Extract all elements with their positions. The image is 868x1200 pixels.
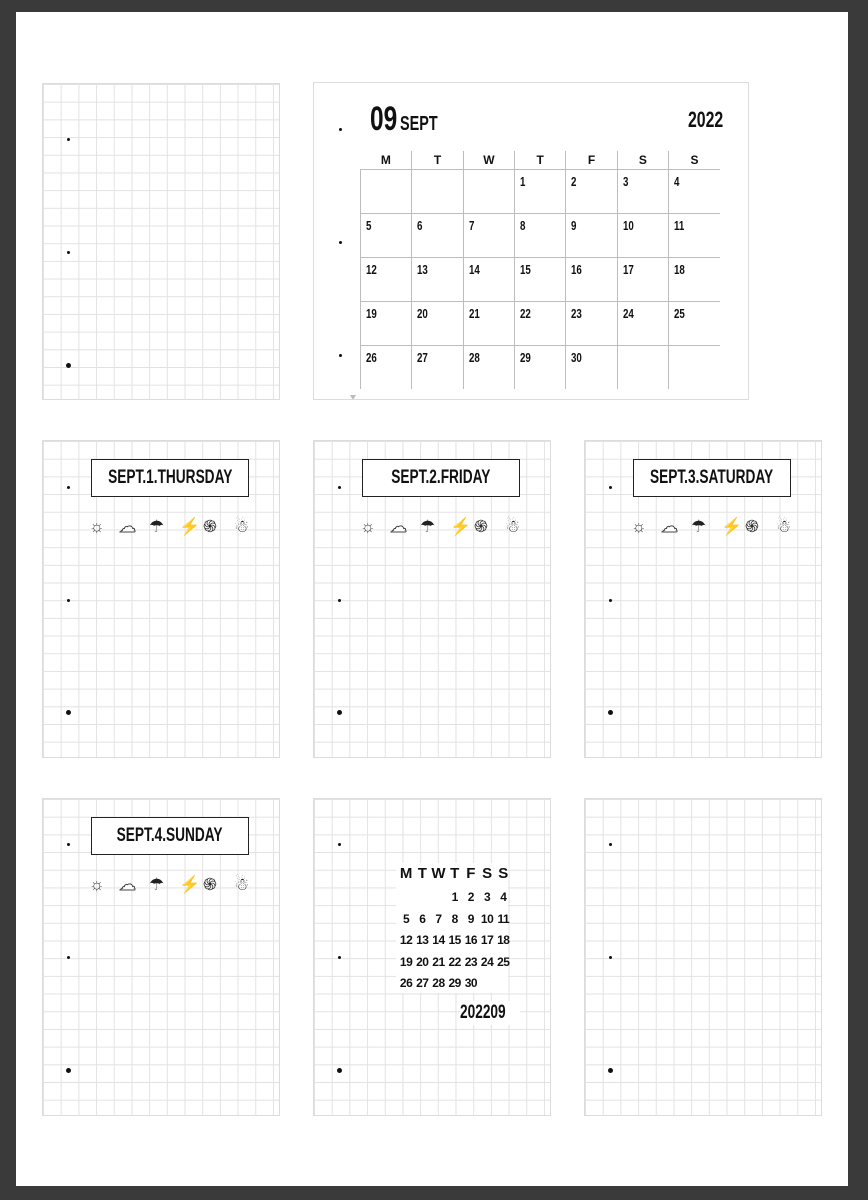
binder-hole	[66, 1068, 71, 1073]
day-cell[interactable]	[515, 346, 566, 390]
day-title: SEPT.1.THURSDAY	[107, 467, 233, 488]
mini-calendar-grid	[396, 863, 508, 993]
day-number: 12	[366, 262, 377, 277]
typhoon-icon[interactable]: ֍	[203, 517, 217, 536]
lightning-icon[interactable]: ⚡	[179, 517, 201, 536]
weather-icon-row[interactable]	[89, 873, 259, 897]
day-number: 20	[417, 306, 429, 321]
cloud-icon[interactable]: ☁	[119, 517, 136, 536]
binder-hole	[608, 710, 613, 715]
mini-weekday-label: T	[450, 865, 460, 882]
week-row	[361, 258, 721, 302]
day-cell[interactable]	[463, 302, 514, 346]
mini-day-number: 11	[497, 911, 510, 926]
day-cell[interactable]	[669, 170, 720, 214]
binder-hole	[67, 486, 70, 489]
binder-hole	[609, 843, 612, 846]
mini-day-number: 28	[432, 976, 445, 990]
cloud-icon[interactable]: ☁	[119, 875, 136, 894]
printable-sheet	[16, 12, 848, 1186]
day-page	[313, 440, 551, 758]
day-number: 28	[468, 350, 480, 365]
day-cell[interactable]	[515, 302, 566, 346]
day-cell[interactable]	[412, 214, 463, 258]
mini-day-number: 5	[403, 911, 410, 926]
day-number: 25	[674, 306, 685, 321]
weekday-label: S	[617, 151, 668, 170]
mini-day-number: 2	[467, 890, 474, 904]
day-number: 24	[622, 306, 634, 321]
day-cell[interactable]	[463, 346, 514, 390]
weather-icon-row[interactable]	[89, 515, 259, 539]
day-cell[interactable]	[617, 302, 668, 346]
week-row	[361, 346, 721, 390]
day-cell[interactable]	[669, 214, 720, 258]
day-cell[interactable]	[412, 346, 463, 390]
mini-day-number: 12	[399, 933, 413, 947]
day-number: 5	[366, 218, 372, 233]
binder-hole	[338, 599, 341, 602]
day-title-box	[633, 459, 791, 497]
mini-weekday-label: S	[482, 865, 493, 882]
blank-grid-page-bottom-right	[584, 798, 822, 1116]
mini-day-number: 21	[432, 954, 445, 969]
day-number: 14	[468, 262, 480, 277]
binder-hole	[67, 956, 70, 959]
mini-day-number: 9	[467, 911, 474, 926]
mini-day-number: 27	[416, 976, 429, 990]
mini-weekday-label: W	[431, 865, 446, 882]
day-title-box	[91, 817, 249, 855]
day-number: 30	[571, 350, 583, 365]
sun-icon[interactable]: ☼	[89, 875, 105, 894]
day-cell[interactable]	[412, 258, 463, 302]
day-number: 21	[468, 306, 480, 321]
day-cell[interactable]	[361, 170, 412, 214]
mini-weekday-label: M	[399, 865, 413, 882]
day-cell[interactable]	[412, 170, 463, 214]
binder-hole	[339, 354, 342, 357]
day-page	[42, 798, 280, 1116]
weekday-label: F	[566, 151, 617, 170]
weekday-header-row	[361, 151, 721, 170]
snowman-icon[interactable]: ☃	[234, 517, 250, 536]
cloud-icon[interactable]: ☁	[390, 517, 407, 536]
lightning-icon[interactable]: ⚡	[179, 875, 201, 894]
day-number: 3	[622, 174, 629, 189]
week-row	[361, 214, 721, 258]
day-cell[interactable]	[361, 214, 412, 258]
mini-day-number: 30	[464, 976, 478, 990]
umbrella-icon[interactable]: ☂	[149, 875, 165, 894]
day-page	[42, 440, 280, 758]
binder-hole	[339, 241, 342, 244]
day-number: 23	[571, 306, 583, 321]
typhoon-icon[interactable]: ֍	[745, 517, 759, 536]
day-page	[584, 440, 822, 758]
day-title: SEPT.3.SATURDAY	[650, 467, 774, 488]
month-calendar-page	[313, 82, 749, 400]
mini-day-number: 18	[497, 933, 510, 947]
day-cell[interactable]	[669, 302, 720, 346]
snowman-icon[interactable]: ☃	[776, 517, 792, 536]
day-title-box	[91, 459, 249, 497]
day-cell[interactable]	[566, 258, 617, 302]
umbrella-icon[interactable]: ☂	[420, 517, 436, 536]
binder-hole	[67, 843, 70, 846]
weather-icon-row[interactable]	[360, 515, 530, 539]
year-label: 2022	[688, 107, 724, 132]
month-number: 09	[370, 100, 398, 138]
binder-hole	[609, 599, 612, 602]
day-title: SEPT.4.SUNDAY	[117, 825, 223, 846]
day-cell[interactable]	[566, 170, 617, 214]
binder-hole	[67, 138, 70, 141]
day-number: 15	[520, 262, 531, 277]
day-cell[interactable]	[463, 170, 514, 214]
binder-hole	[338, 843, 341, 846]
day-cell[interactable]	[617, 214, 668, 258]
mini-day-number: 6	[419, 911, 426, 926]
umbrella-icon[interactable]: ☂	[149, 517, 165, 536]
month-calendar-grid	[360, 151, 720, 388]
day-cell[interactable]	[463, 214, 514, 258]
mini-calendar-page	[313, 798, 551, 1116]
day-number: 18	[674, 262, 685, 277]
mini-day-number: 7	[435, 911, 442, 926]
mini-weekday-label: F	[466, 865, 476, 882]
day-number: 6	[417, 218, 423, 233]
day-number: 7	[468, 218, 475, 233]
day-number: 1	[520, 174, 526, 189]
mini-day-number: 10	[480, 911, 494, 926]
mini-day-number: 14	[432, 933, 445, 947]
binder-hole	[609, 956, 612, 959]
day-number: 29	[520, 350, 531, 365]
blank-grid-page-top-left	[42, 83, 280, 400]
binder-hole	[338, 486, 341, 489]
day-cell[interactable]	[361, 258, 412, 302]
mini-day-number: 29	[448, 976, 461, 990]
weekday-label: W	[463, 151, 514, 170]
day-cell[interactable]	[617, 258, 668, 302]
mini-calendar-label: 202209	[460, 1002, 506, 1023]
day-cell[interactable]	[566, 346, 617, 390]
day-number: 19	[366, 306, 377, 321]
mini-day-number: 17	[480, 933, 494, 947]
mini-day-number: 20	[416, 954, 429, 969]
mini-calendar	[396, 863, 510, 1023]
day-cell[interactable]	[669, 346, 720, 390]
mini-day-number: 1	[451, 890, 458, 904]
binder-hole	[66, 363, 71, 368]
weekday-label: M	[361, 151, 412, 170]
day-cell[interactable]	[566, 214, 617, 258]
mini-day-number: 15	[448, 933, 461, 947]
day-number: 27	[417, 350, 429, 365]
day-number: 17	[622, 262, 634, 277]
day-number: 4	[674, 174, 680, 189]
mini-day-number: 3	[484, 890, 491, 904]
binder-hole	[337, 1068, 342, 1073]
sun-icon[interactable]: ☼	[631, 517, 647, 536]
day-cell[interactable]	[566, 302, 617, 346]
month-name: SEPT	[400, 113, 438, 135]
binder-hole	[339, 128, 342, 131]
weekday-label: T	[412, 151, 463, 170]
binder-hole	[67, 599, 70, 602]
mini-day-number: 4	[500, 890, 507, 904]
day-cell[interactable]	[361, 346, 412, 390]
typhoon-icon[interactable]: ֍	[203, 875, 217, 894]
day-title-box	[362, 459, 520, 497]
sun-icon[interactable]: ☼	[89, 517, 105, 536]
weekday-label: T	[515, 151, 566, 170]
mini-day-number: 24	[480, 954, 494, 969]
binder-hole	[609, 486, 612, 489]
mini-weekday-label: T	[417, 865, 427, 882]
day-number: 2	[571, 174, 577, 189]
mini-day-number: 22	[448, 954, 461, 969]
day-cell[interactable]	[515, 214, 566, 258]
day-cell[interactable]	[617, 170, 668, 214]
lightning-icon[interactable]: ⚡	[450, 517, 472, 536]
umbrella-icon[interactable]: ☂	[691, 517, 707, 536]
day-number: 22	[520, 306, 531, 321]
binder-hole	[608, 1068, 613, 1073]
binder-hole	[66, 710, 71, 715]
weather-icon-row[interactable]	[631, 515, 801, 539]
week-row	[361, 302, 721, 346]
day-cell[interactable]	[515, 258, 566, 302]
month-calendar-table	[360, 151, 720, 389]
day-number: 8	[520, 218, 526, 233]
mini-day-number: 13	[416, 933, 429, 947]
mini-day-number: 26	[399, 976, 413, 990]
day-number: 13	[417, 262, 429, 277]
mini-day-number: 23	[464, 954, 478, 969]
day-title: SEPT.2.FRIDAY	[391, 467, 491, 488]
day-number: 10	[622, 218, 634, 233]
day-cell[interactable]	[463, 258, 514, 302]
day-number: 9	[571, 218, 577, 233]
mini-day-number: 25	[497, 954, 510, 969]
day-number: 16	[571, 262, 583, 277]
day-number: 11	[674, 218, 685, 233]
binder-hole	[67, 251, 70, 254]
weekday-label: S	[669, 151, 720, 170]
mini-day-number: 19	[399, 954, 413, 969]
page-marker	[350, 395, 356, 400]
sun-icon[interactable]: ☼	[360, 517, 376, 536]
binder-hole	[338, 956, 341, 959]
typhoon-icon[interactable]: ֍	[474, 517, 488, 536]
snowman-icon[interactable]: ☃	[505, 517, 521, 536]
mini-day-number: 16	[464, 933, 478, 947]
cloud-icon[interactable]: ☁	[661, 517, 678, 536]
lightning-icon[interactable]: ⚡	[721, 517, 743, 536]
binder-hole	[337, 710, 342, 715]
day-cell[interactable]	[515, 170, 566, 214]
day-cell[interactable]	[412, 302, 463, 346]
mini-day-number: 8	[451, 911, 458, 926]
day-number: 26	[366, 350, 377, 365]
mini-weekday-label: S	[498, 865, 509, 882]
snowman-icon[interactable]: ☃	[234, 875, 250, 894]
week-row	[361, 170, 721, 214]
day-cell[interactable]	[617, 346, 668, 390]
day-cell[interactable]	[669, 258, 720, 302]
mini-calendar-label-wrap	[460, 1001, 520, 1025]
day-cell[interactable]	[361, 302, 412, 346]
